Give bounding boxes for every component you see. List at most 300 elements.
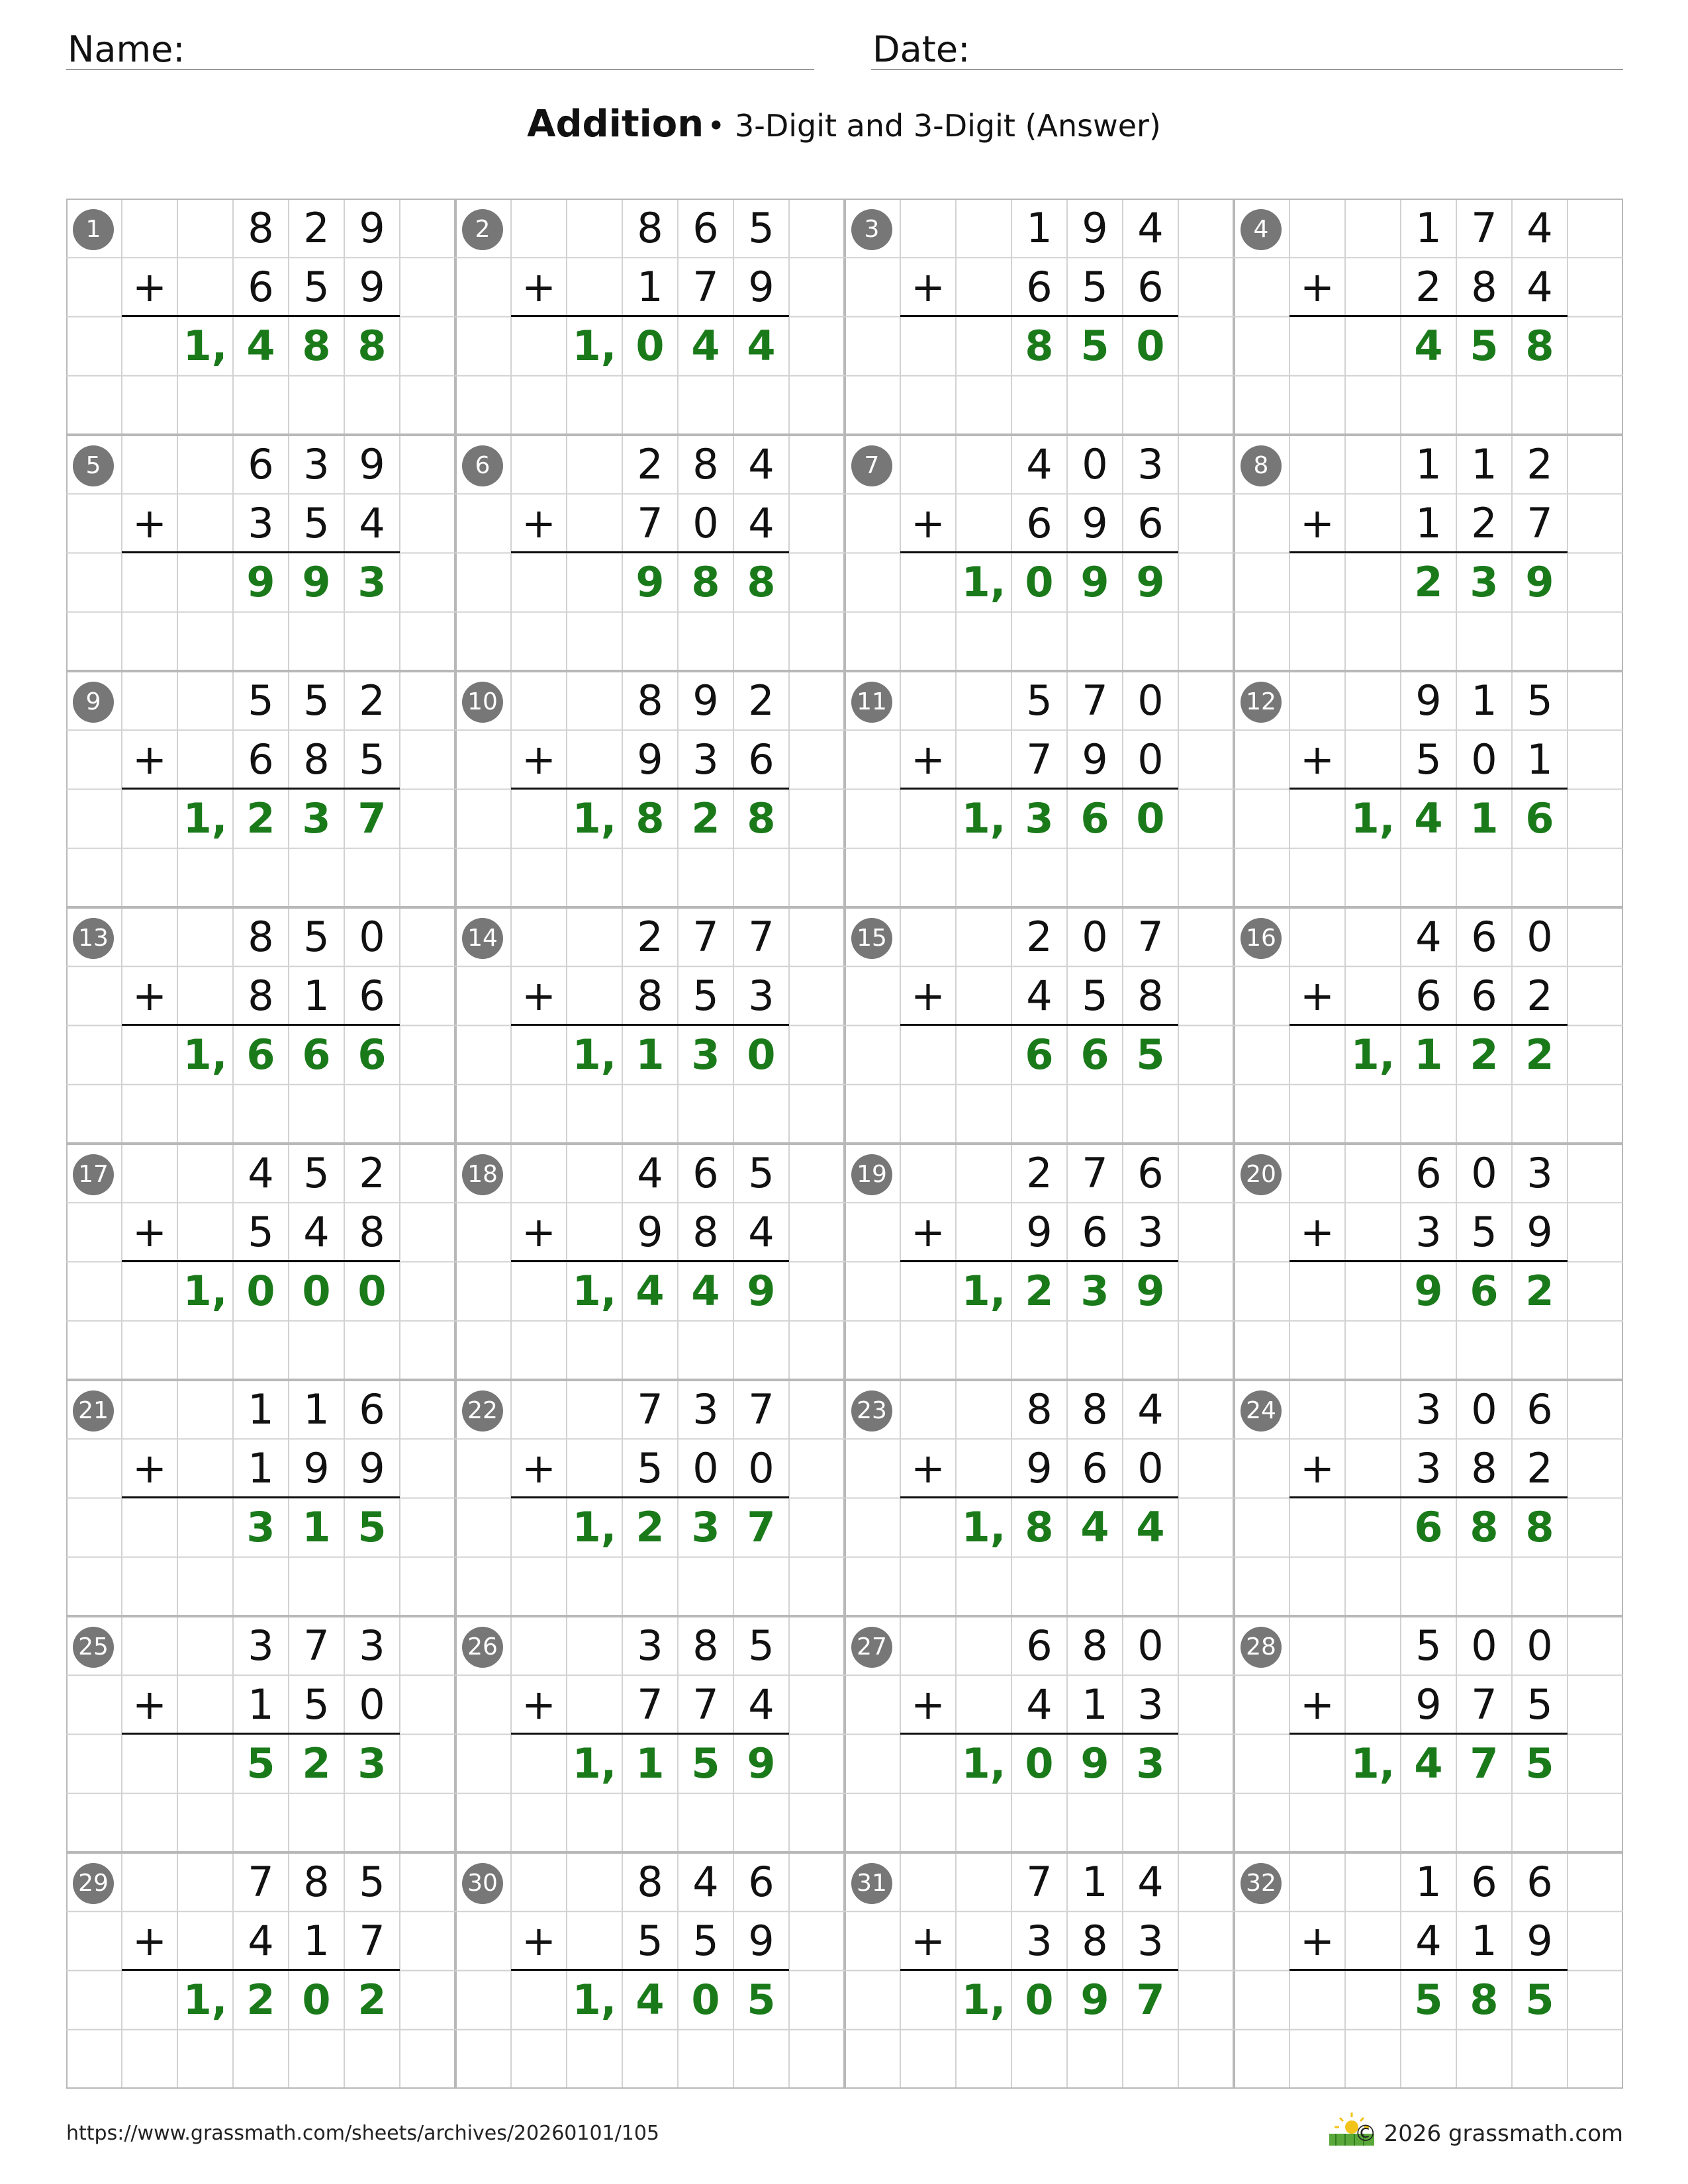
digit: 4 <box>1137 1385 1164 1433</box>
addend-bottom-row <box>845 1203 1234 1261</box>
problem-block <box>455 199 845 435</box>
answer-digit: 6 <box>1470 1267 1499 1315</box>
date-field[interactable] <box>871 24 1623 70</box>
answer-digit: 2 <box>1525 1267 1554 1315</box>
addend-bottom-row <box>1234 1675 1623 1734</box>
answer-digit: 1 <box>302 1503 331 1551</box>
problem-block <box>1234 671 1623 907</box>
digit: 2 <box>637 913 663 961</box>
digit: 9 <box>748 263 774 311</box>
plus-sign: + <box>522 1208 556 1256</box>
digit: 4 <box>1415 1917 1442 1965</box>
digit: 6 <box>1082 1444 1108 1492</box>
digit: 5 <box>359 735 385 784</box>
digit: 4 <box>1415 913 1442 961</box>
addend-top-row <box>1234 671 1623 730</box>
digit: 8 <box>1082 1917 1108 1965</box>
answer-digit: 6 <box>1080 1030 1109 1079</box>
digit: 3 <box>359 1621 385 1670</box>
problem-number-badge: 6 <box>462 445 503 486</box>
plus-sign: + <box>1300 499 1335 547</box>
addend-top-row <box>455 1852 845 1911</box>
answer-digit: 4 <box>246 322 275 370</box>
digit: 0 <box>1471 1149 1497 1197</box>
digit: 9 <box>359 204 385 252</box>
answer-digit: 3 <box>691 1503 720 1551</box>
digit: 8 <box>637 1858 663 1906</box>
plus-sign: + <box>132 1208 167 1256</box>
answer-digit: 2 <box>357 1976 387 2024</box>
answer-digit: 6 <box>246 1030 275 1079</box>
addend-bottom-row <box>66 1911 455 1970</box>
addend-top-row <box>66 671 455 730</box>
answer-digit: 0 <box>635 322 665 370</box>
answer-digit: 0 <box>1025 558 1054 606</box>
plus-sign: + <box>132 1680 167 1729</box>
addend-top-row <box>66 1380 455 1439</box>
digit: 1 <box>1026 204 1053 252</box>
digit: 8 <box>1471 263 1497 311</box>
digit: 2 <box>1526 972 1553 1020</box>
problem-block <box>66 435 455 671</box>
addend-bottom-row <box>455 257 845 316</box>
digit: 3 <box>637 1621 663 1670</box>
digit: 0 <box>1137 735 1164 784</box>
answer-row <box>455 1734 845 1793</box>
problem-block <box>845 1380 1234 1616</box>
answer-row <box>845 1734 1234 1793</box>
answer-digit: 3 <box>357 1739 387 1788</box>
answer-digit: 3 <box>302 794 331 842</box>
addend-bottom-row <box>66 1675 455 1734</box>
problem-block <box>66 1852 455 2089</box>
digit: 0 <box>1082 913 1108 961</box>
answer-row <box>66 1498 455 1557</box>
addend-bottom-row <box>455 1911 845 1970</box>
answer-row <box>845 316 1234 375</box>
answer-digit: 3 <box>357 558 387 606</box>
digit: 9 <box>359 440 385 488</box>
answer-digit: 8 <box>1025 322 1054 370</box>
digit: 1 <box>1082 1680 1108 1729</box>
digit: 6 <box>692 1149 719 1197</box>
addend-bottom-row <box>66 494 455 553</box>
problem-number-badge: 13 <box>73 918 114 959</box>
digit: 0 <box>359 913 385 961</box>
answer-digit: 7 <box>1470 1739 1499 1788</box>
digit: 2 <box>359 1149 385 1197</box>
addend-top-row <box>455 1616 845 1675</box>
addend-bottom-row <box>1234 1439 1623 1498</box>
digit: 5 <box>1415 735 1442 784</box>
digit: 5 <box>692 1917 719 1965</box>
digit: 6 <box>748 1858 774 1906</box>
answer-digit: 8 <box>357 322 387 370</box>
digit: 5 <box>359 1858 385 1906</box>
digit: 9 <box>748 1917 774 1965</box>
plus-sign: + <box>522 735 556 784</box>
answer-digit: 3 <box>1080 1267 1109 1315</box>
digit: 4 <box>1026 972 1053 1020</box>
problem-block <box>66 907 455 1144</box>
footer-url: https://www.grassmath.com/sheets/archives/20260101/105 <box>66 2122 660 2145</box>
answer-digit: 1, <box>572 1267 617 1315</box>
title-main: Addition <box>527 103 704 146</box>
digit: 3 <box>692 735 719 784</box>
plus-sign: + <box>911 972 945 1020</box>
digit: 7 <box>1471 1680 1497 1729</box>
answer-row <box>1234 1025 1623 1084</box>
digit: 8 <box>359 1208 385 1256</box>
answer-digit: 1 <box>1414 1030 1443 1079</box>
digit: 7 <box>637 1385 663 1433</box>
answer-digit: 2 <box>1414 558 1443 606</box>
answer-digit: 8 <box>747 794 776 842</box>
digit: 6 <box>748 735 774 784</box>
plus-sign: + <box>522 1444 556 1492</box>
digit: 2 <box>1026 1149 1053 1197</box>
digit: 0 <box>1471 1621 1497 1670</box>
plus-sign: + <box>132 1444 167 1492</box>
answer-digit: 1, <box>961 1976 1006 2024</box>
digit: 6 <box>1026 1621 1053 1670</box>
answer-row <box>455 789 845 848</box>
answer-digit: 1, <box>572 1503 617 1551</box>
answer-digit: 9 <box>1525 558 1554 606</box>
answer-digit: 2 <box>246 1976 275 2024</box>
addend-bottom-row <box>455 494 845 553</box>
digit: 5 <box>1026 676 1053 725</box>
answer-digit: 4 <box>1414 794 1443 842</box>
digit: 0 <box>1137 1621 1164 1670</box>
addend-top-row <box>455 1144 845 1203</box>
answer-digit: 3 <box>691 1030 720 1079</box>
plus-sign: + <box>522 1917 556 1965</box>
digit: 7 <box>1526 499 1553 547</box>
answer-row <box>1234 1261 1623 1320</box>
answer-row <box>66 789 455 848</box>
digit: 3 <box>248 499 274 547</box>
addend-top-row <box>845 1852 1234 1911</box>
digit: 8 <box>637 972 663 1020</box>
problem-block <box>845 1852 1234 2089</box>
answer-digit: 0 <box>747 1030 776 1079</box>
addend-bottom-row <box>66 1439 455 1498</box>
digit: 4 <box>1026 440 1053 488</box>
digit: 5 <box>1526 676 1553 725</box>
digit: 9 <box>1415 676 1442 725</box>
digit: 6 <box>248 735 274 784</box>
problem-number-badge: 8 <box>1241 445 1282 486</box>
digit: 4 <box>248 1149 274 1197</box>
digit: 4 <box>748 1208 774 1256</box>
addend-bottom-row <box>455 966 845 1025</box>
title-subtitle: • 3-Digit and 3-Digit (Answer) <box>707 108 1161 144</box>
digit: 9 <box>303 1444 330 1492</box>
answer-row <box>1234 1498 1623 1557</box>
problem-block <box>845 435 1234 671</box>
problem-block <box>845 671 1234 907</box>
digit: 3 <box>1415 1208 1442 1256</box>
digit: 5 <box>748 1149 774 1197</box>
digit: 5 <box>748 1621 774 1670</box>
answer-digit: 1 <box>635 1030 665 1079</box>
plus-sign: + <box>911 263 945 311</box>
answer-digit: 9 <box>747 1267 776 1315</box>
digit: 8 <box>1082 1621 1108 1670</box>
answer-digit: 4 <box>635 1976 665 2024</box>
answer-digit: 9 <box>302 558 331 606</box>
addend-top-row <box>845 671 1234 730</box>
footer-copyright: © 2026 grassmath.com <box>1354 2120 1623 2147</box>
digit: 6 <box>359 972 385 1020</box>
digit: 6 <box>1026 499 1053 547</box>
answer-row <box>845 1970 1234 2029</box>
answer-digit: 2 <box>302 1739 331 1788</box>
addend-bottom-row <box>1234 730 1623 789</box>
digit: 6 <box>1082 1208 1108 1256</box>
answer-digit: 1, <box>1350 1739 1395 1788</box>
worksheet-title <box>0 103 1688 146</box>
answer-digit: 8 <box>1470 1503 1499 1551</box>
problem-number-badge: 29 <box>73 1863 114 1904</box>
addend-bottom-row <box>455 1203 845 1261</box>
answer-digit: 1 <box>1470 794 1499 842</box>
addend-top-row <box>455 199 845 257</box>
digit: 1 <box>303 972 330 1020</box>
addend-bottom-row <box>845 1911 1234 1970</box>
digit: 2 <box>303 204 330 252</box>
name-label: Name: <box>68 28 185 70</box>
answer-row <box>66 1261 455 1320</box>
answer-digit: 1, <box>961 794 1006 842</box>
digit: 9 <box>1026 1208 1053 1256</box>
addend-top-row <box>1234 907 1623 966</box>
problem-number-badge: 31 <box>851 1863 892 1904</box>
addend-bottom-row <box>845 257 1234 316</box>
digit: 6 <box>1471 972 1497 1020</box>
digit: 9 <box>1082 204 1108 252</box>
digit: 8 <box>692 1208 719 1256</box>
addend-top-row <box>66 435 455 494</box>
problem-block <box>455 1852 845 2089</box>
digit: 4 <box>248 1917 274 1965</box>
digit: 6 <box>1137 263 1164 311</box>
answer-row <box>455 1261 845 1320</box>
digit: 4 <box>1137 1858 1164 1906</box>
answer-digit: 3 <box>246 1503 275 1551</box>
digit: 8 <box>637 676 663 725</box>
answer-row <box>1234 316 1623 375</box>
answer-row <box>1234 1734 1623 1793</box>
answer-row <box>845 1498 1234 1557</box>
answer-digit: 8 <box>747 558 776 606</box>
digit: 1 <box>1471 676 1497 725</box>
digit: 3 <box>1026 1917 1053 1965</box>
digit: 1 <box>303 1917 330 1965</box>
problem-block <box>455 1380 845 1616</box>
problem-number-badge: 10 <box>462 682 503 723</box>
digit: 0 <box>692 1444 719 1492</box>
digit: 9 <box>637 735 663 784</box>
digit: 0 <box>1137 676 1164 725</box>
digit: 0 <box>1082 440 1108 488</box>
addend-bottom-row <box>845 1675 1234 1734</box>
answer-row <box>455 316 845 375</box>
digit: 0 <box>1526 913 1553 961</box>
addend-top-row <box>455 435 845 494</box>
answer-digit: 4 <box>1414 322 1443 370</box>
digit: 1 <box>1471 1917 1497 1965</box>
answer-row <box>455 1498 845 1557</box>
answer-digit: 1, <box>1350 794 1395 842</box>
answer-digit: 7 <box>1136 1976 1165 2024</box>
digit: 1 <box>1415 499 1442 547</box>
answer-digit: 8 <box>1025 1503 1054 1551</box>
addend-top-row <box>1234 1616 1623 1675</box>
problem-block <box>455 435 845 671</box>
problem-number-badge: 4 <box>1241 209 1282 250</box>
digit: 6 <box>1415 972 1442 1020</box>
problem-block <box>455 1144 845 1380</box>
digit: 9 <box>1526 1208 1553 1256</box>
plus-sign: + <box>522 1680 556 1729</box>
plus-sign: + <box>522 972 556 1020</box>
digit: 1 <box>1415 440 1442 488</box>
digit: 6 <box>248 263 274 311</box>
answer-digit: 7 <box>357 794 387 842</box>
digit: 0 <box>692 499 719 547</box>
addend-bottom-row <box>66 730 455 789</box>
digit: 6 <box>1471 1858 1497 1906</box>
addend-top-row <box>845 1616 1234 1675</box>
answer-digit: 1, <box>572 1976 617 2024</box>
addend-top-row <box>845 435 1234 494</box>
problem-number-badge: 3 <box>851 209 892 250</box>
addend-bottom-row <box>455 730 845 789</box>
addend-bottom-row <box>1234 966 1623 1025</box>
answer-digit: 6 <box>1080 794 1109 842</box>
answer-digit: 0 <box>1136 322 1165 370</box>
digit: 3 <box>303 440 330 488</box>
digit: 1 <box>248 1385 274 1433</box>
digit: 8 <box>303 735 330 784</box>
plus-sign: + <box>911 1680 945 1729</box>
digit: 9 <box>637 1208 663 1256</box>
digit: 3 <box>1415 1385 1442 1433</box>
digit: 4 <box>1137 204 1164 252</box>
digit: 2 <box>1415 263 1442 311</box>
digit: 6 <box>359 1385 385 1433</box>
digit: 7 <box>248 1858 274 1906</box>
addend-top-row <box>66 907 455 966</box>
problem-number-badge: 18 <box>462 1154 503 1195</box>
addend-bottom-row <box>1234 257 1623 316</box>
digit: 7 <box>303 1621 330 1670</box>
plus-sign: + <box>132 1917 167 1965</box>
addend-top-row <box>1234 199 1623 257</box>
digit: 7 <box>748 913 774 961</box>
answer-row <box>66 1734 455 1793</box>
digit: 2 <box>1526 1444 1553 1492</box>
answer-row <box>66 1025 455 1084</box>
problem-number-badge: 1 <box>73 209 114 250</box>
plus-sign: + <box>911 735 945 784</box>
digit: 1 <box>1082 1858 1108 1906</box>
answer-digit: 8 <box>1525 322 1554 370</box>
digit: 5 <box>748 204 774 252</box>
digit: 8 <box>637 204 663 252</box>
digit: 3 <box>1526 1149 1553 1197</box>
digit: 9 <box>1026 1444 1053 1492</box>
addend-top-row <box>66 1852 455 1911</box>
problem-grid <box>66 199 1623 2089</box>
addend-top-row <box>1234 1852 1623 1911</box>
plus-sign: + <box>1300 1208 1335 1256</box>
digit: 5 <box>637 1444 663 1492</box>
name-field[interactable] <box>66 24 814 70</box>
digit: 3 <box>1415 1444 1442 1492</box>
answer-digit: 8 <box>302 322 331 370</box>
answer-digit: 4 <box>1414 1739 1443 1788</box>
digit: 2 <box>748 676 774 725</box>
problem-number-badge: 9 <box>73 682 114 723</box>
addend-bottom-row <box>845 730 1234 789</box>
answer-row <box>455 1025 845 1084</box>
digit: 7 <box>1137 913 1164 961</box>
answer-digit: 9 <box>747 1739 776 1788</box>
answer-digit: 1, <box>572 322 617 370</box>
digit: 6 <box>692 204 719 252</box>
digit: 5 <box>1082 263 1108 311</box>
answer-row <box>1234 789 1623 848</box>
digit: 5 <box>303 499 330 547</box>
digit: 3 <box>692 1385 719 1433</box>
plus-sign: + <box>1300 735 1335 784</box>
digit: 9 <box>1082 735 1108 784</box>
problem-block <box>845 907 1234 1144</box>
digit: 4 <box>748 440 774 488</box>
answer-digit: 3 <box>1470 558 1499 606</box>
digit: 1 <box>1526 735 1553 784</box>
answer-digit: 2 <box>635 1503 665 1551</box>
addend-top-row <box>845 199 1234 257</box>
digit: 0 <box>1137 1444 1164 1492</box>
digit: 7 <box>1026 735 1053 784</box>
answer-digit: 5 <box>691 1739 720 1788</box>
plus-sign: + <box>1300 1680 1335 1729</box>
digit: 3 <box>1137 440 1164 488</box>
digit: 0 <box>1526 1621 1553 1670</box>
problem-block <box>1234 1144 1623 1380</box>
digit: 2 <box>1526 440 1553 488</box>
problem-number-badge: 15 <box>851 918 892 959</box>
digit: 0 <box>1471 1385 1497 1433</box>
digit: 1 <box>1415 204 1442 252</box>
answer-row <box>455 1970 845 2029</box>
problem-number-badge: 14 <box>462 918 503 959</box>
answer-digit: 0 <box>1025 1739 1054 1788</box>
answer-digit: 5 <box>246 1739 275 1788</box>
answer-row <box>1234 553 1623 612</box>
digit: 9 <box>1526 1917 1553 1965</box>
answer-digit: 2 <box>691 794 720 842</box>
answer-digit: 9 <box>1080 1739 1109 1788</box>
digit: 9 <box>1082 499 1108 547</box>
digit: 5 <box>248 1208 274 1256</box>
answer-row <box>845 789 1234 848</box>
answer-digit: 6 <box>1525 794 1554 842</box>
